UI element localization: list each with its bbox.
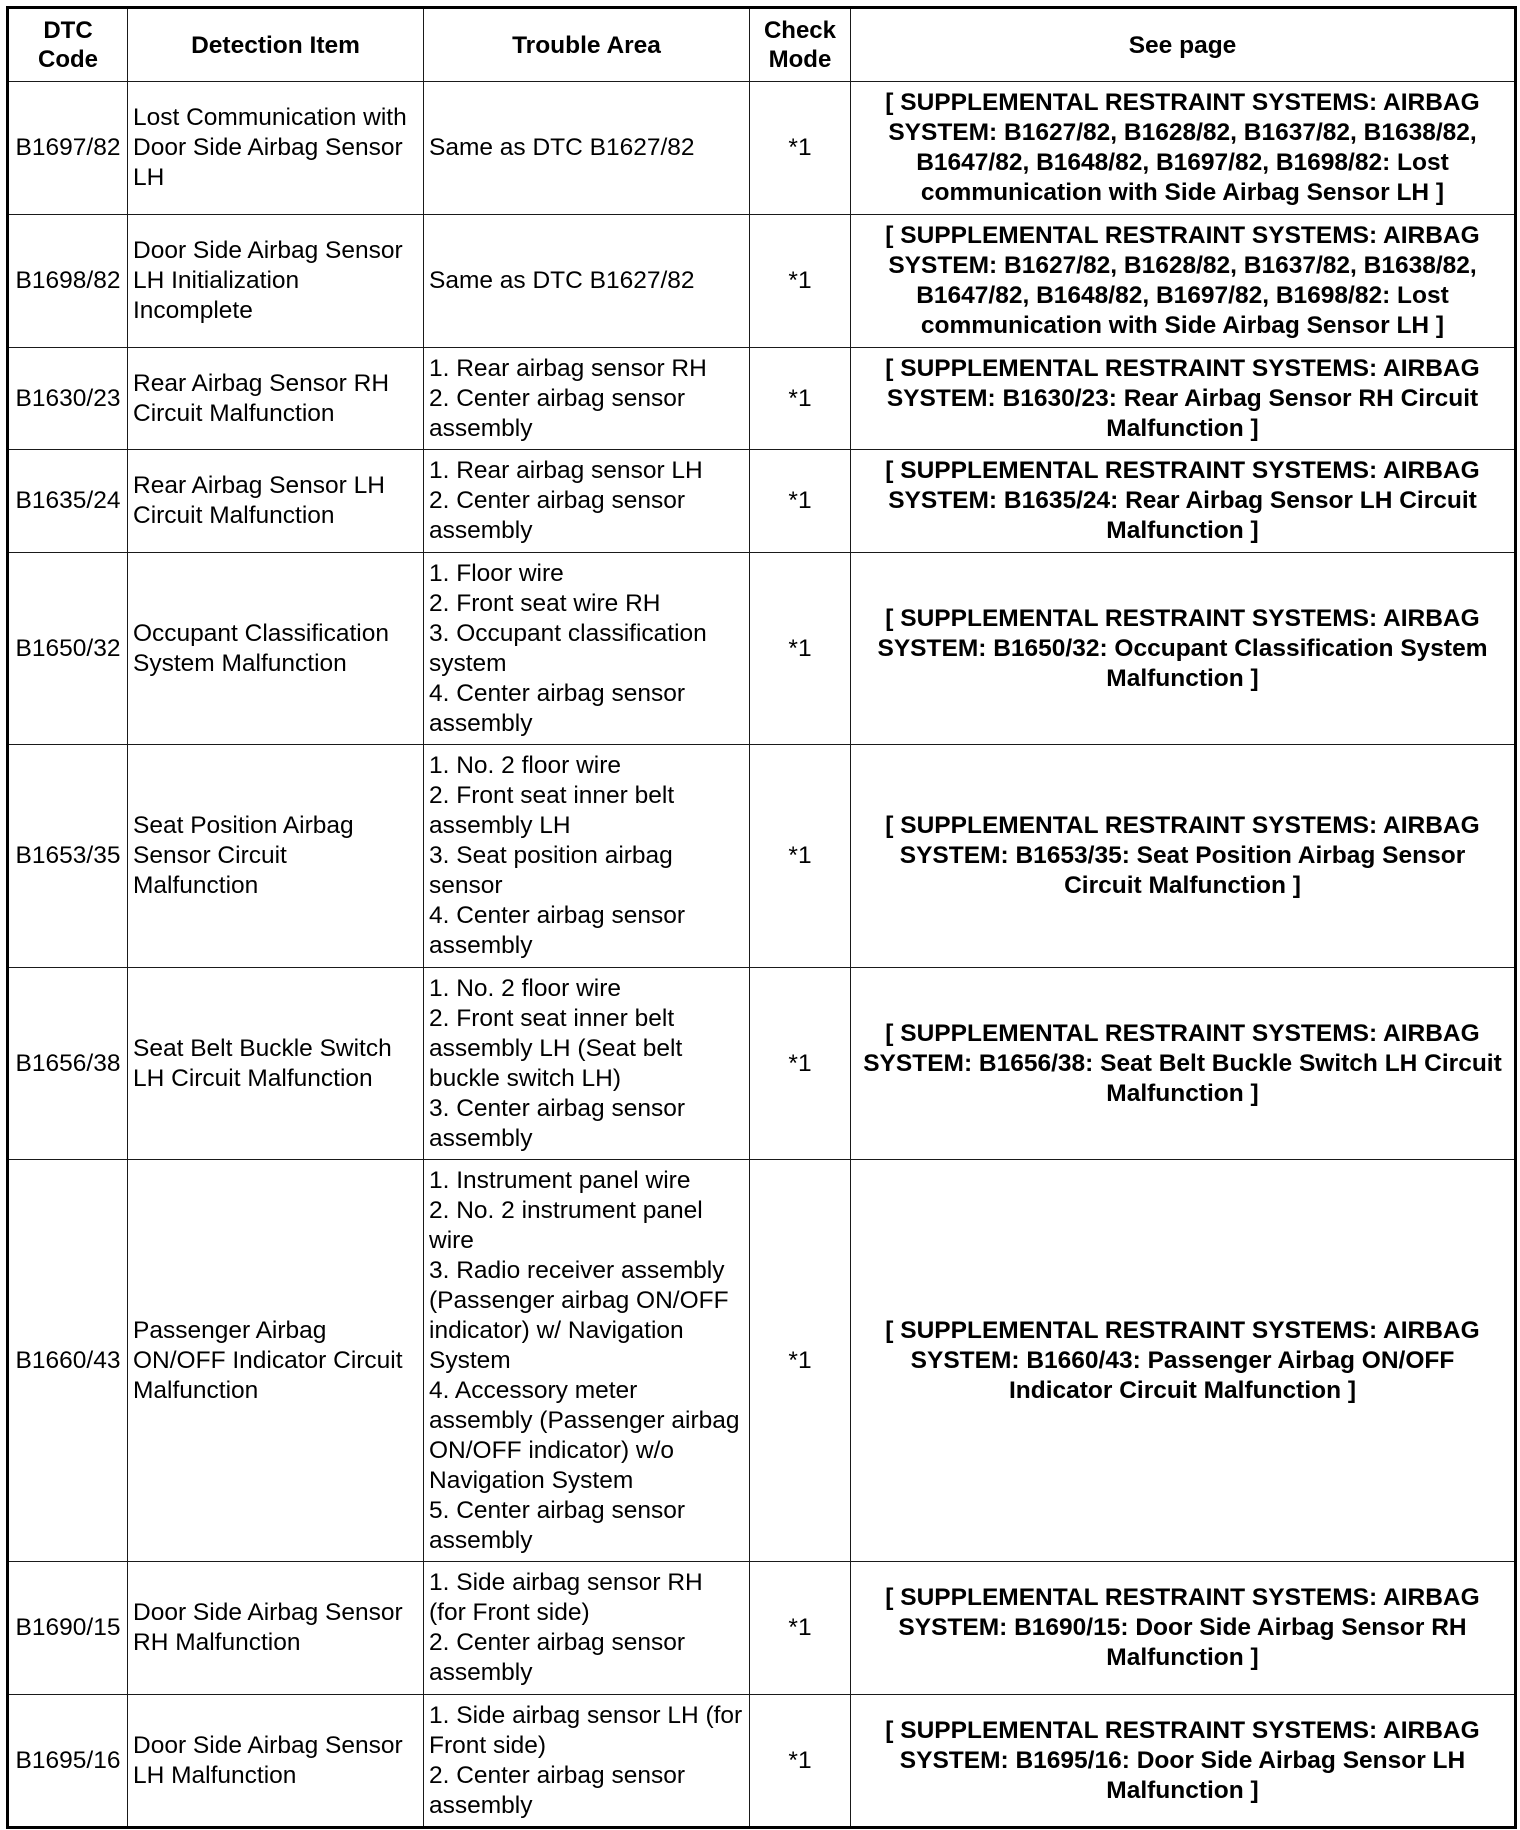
trouble-area-item: 1. Instrument panel wire [429,1166,691,1194]
trouble-area-item: 1. No. 2 floor wire [429,974,621,1002]
cell-detection-item: Occupant Classification System Malfunction [128,553,424,745]
table-row [8,450,1516,553]
cell-check-mode: *1 [750,968,851,1160]
cell-see-page-link[interactable]: [ SUPPLEMENTAL RESTRAINT SYSTEMS: AIRBAG SYSTEM: B1635/24: Rear Airbag Sensor LH Circuit Malfunction ] [851,450,1516,553]
trouble-area-item: 2. Front seat inner belt assembly LH [429,782,675,839]
cell-check-mode: *1 [750,215,851,348]
trouble-area-item: 2. Center airbag sensor assembly [429,1761,686,1819]
cell-see-page-link[interactable]: [ SUPPLEMENTAL RESTRAINT SYSTEMS: AIRBAG SYSTEM: B1695/16: Door Side Airbag Sensor LH Malfunction ] [851,1695,1516,1828]
cell-detection-item: Lost Communication with Door Side Airbag Sensor LH [128,82,424,215]
cell-trouble-area [424,1695,750,1828]
trouble-area-item: 4. Center airbag sensor assembly [429,679,686,737]
trouble-area-item: 2. Front seat wire RH [429,589,661,617]
cell-see-page-link[interactable]: [ SUPPLEMENTAL RESTRAINT SYSTEMS: AIRBAG SYSTEM: B1690/15: Door Side Airbag Sensor RH Malfunction ] [851,1562,1516,1695]
cell-trouble-area [424,968,750,1160]
cell-trouble-area [424,450,750,553]
cell-detection-item: Rear Airbag Sensor LH Circuit Malfunction [128,450,424,553]
trouble-area-item: 1. Floor wire [429,559,564,587]
cell-dtc-code: B1698/82 [8,215,128,348]
table-row [8,553,1516,745]
trouble-area-item: Same as DTC B1627/82 [429,267,695,294]
header-see-page: See page [851,8,1516,82]
cell-trouble-area [424,215,750,348]
cell-dtc-code: B1690/15 [8,1562,128,1695]
trouble-area-item: 2. No. 2 instrument panel wire [429,1196,703,1254]
trouble-area-item: 5. Center airbag sensor assembly [429,1496,686,1554]
cell-detection-item: Door Side Airbag Sensor RH Malfunction [128,1562,424,1695]
cell-check-mode: *1 [750,553,851,745]
table-row [8,1695,1516,1828]
trouble-area-item: 1. No. 2 floor wire [429,752,621,779]
header-trouble-area: Trouble Area [424,8,750,82]
cell-check-mode: *1 [750,450,851,553]
trouble-area-item: 1. Side airbag sensor LH (for Front side) [429,1701,743,1759]
cell-dtc-code: B1695/16 [8,1695,128,1828]
cell-dtc-code: B1653/35 [8,745,128,968]
trouble-area-item: 1. Rear airbag sensor RH [429,354,707,382]
cell-check-mode: *1 [750,82,851,215]
cell-detection-item: Seat Belt Buckle Switch LH Circuit Malfunction [128,968,424,1160]
cell-detection-item: Door Side Airbag Sensor LH Initialization Incomplete [128,215,424,348]
dtc-table [6,6,1517,1829]
cell-see-page-link[interactable]: [ SUPPLEMENTAL RESTRAINT SYSTEMS: AIRBAG SYSTEM: B1627/82, B1628/82, B1637/82, B1638/82, B1647/82, B1648/82, B1697/82, B1698/82: Lost communication with Side Airbag Sensor LH ] [851,215,1516,348]
cell-dtc-code: B1697/82 [8,82,128,215]
trouble-area-item: 3. Center airbag sensor assembly [429,1094,686,1152]
trouble-area-item: 2. Front seat inner belt assembly LH (Seat belt buckle switch LH) [429,1004,683,1092]
trouble-area-item: Same as DTC B1627/82 [429,134,695,161]
cell-detection-item: Passenger Airbag ON/OFF Indicator Circuit Malfunction [128,1160,424,1562]
cell-check-mode: *1 [750,348,851,450]
cell-trouble-area [424,1562,750,1695]
cell-see-page-link[interactable]: [ SUPPLEMENTAL RESTRAINT SYSTEMS: AIRBAG SYSTEM: B1627/82, B1628/82, B1637/82, B1638/82, B1647/82, B1648/82, B1697/82, B1698/82: Lost communication with Side Airbag Sensor LH ] [851,82,1516,215]
cell-detection-item: Seat Position Airbag Sensor Circuit Malfunction [128,745,424,968]
trouble-area-item: 1. Rear airbag sensor LH [429,457,703,484]
cell-dtc-code: B1630/23 [8,348,128,450]
cell-dtc-code: B1635/24 [8,450,128,553]
header-check-mode: Check Mode [750,8,851,82]
header-detection-item: Detection Item [128,8,424,82]
trouble-area-item: 3. Seat position airbag sensor [429,842,673,899]
trouble-area-item: 2. Center airbag sensor assembly [429,1629,686,1686]
cell-detection-item: Door Side Airbag Sensor LH Malfunction [128,1695,424,1828]
cell-trouble-area [424,1160,750,1562]
table-row [8,968,1516,1160]
trouble-area-item: 3. Occupant classification system [429,619,707,677]
cell-see-page-link[interactable]: [ SUPPLEMENTAL RESTRAINT SYSTEMS: AIRBAG SYSTEM: B1653/35: Seat Position Airbag Sensor Circuit Malfunction ] [851,745,1516,968]
cell-trouble-area [424,553,750,745]
cell-check-mode: *1 [750,745,851,968]
trouble-area-item: 4. Center airbag sensor assembly [429,902,686,959]
cell-check-mode: *1 [750,1562,851,1695]
cell-see-page-link[interactable]: [ SUPPLEMENTAL RESTRAINT SYSTEMS: AIRBAG SYSTEM: B1630/23: Rear Airbag Sensor RH Circuit Malfunction ] [851,348,1516,450]
table-row [8,745,1516,968]
dtc-document [6,6,1514,1829]
trouble-area-item: 2. Center airbag sensor assembly [429,487,686,544]
cell-check-mode: *1 [750,1160,851,1562]
header-row [8,8,1516,82]
cell-check-mode: *1 [750,1695,851,1828]
table-row [8,215,1516,348]
table-row [8,1160,1516,1562]
cell-see-page-link[interactable]: [ SUPPLEMENTAL RESTRAINT SYSTEMS: AIRBAG SYSTEM: B1650/32: Occupant Classification System Malfunction ] [851,553,1516,745]
header-dtc-code: DTC Code [8,8,128,82]
trouble-area-item: 1. Side airbag sensor RH (for Front side) [429,1569,703,1626]
cell-see-page-link[interactable]: [ SUPPLEMENTAL RESTRAINT SYSTEMS: AIRBAG SYSTEM: B1660/43: Passenger Airbag ON/OFF Indicator Circuit Malfunction ] [851,1160,1516,1562]
cell-trouble-area [424,82,750,215]
table-row [8,1562,1516,1695]
table-body [8,82,1516,1828]
cell-detection-item: Rear Airbag Sensor RH Circuit Malfunction [128,348,424,450]
cell-dtc-code: B1660/43 [8,1160,128,1562]
trouble-area-item: 4. Accessory meter assembly (Passenger airbag ON/OFF indicator) w/o Navigation System [429,1376,740,1494]
cell-trouble-area [424,745,750,968]
table-row [8,348,1516,450]
trouble-area-item: 2. Center airbag sensor assembly [429,384,686,442]
cell-trouble-area [424,348,750,450]
cell-dtc-code: B1656/38 [8,968,128,1160]
cell-see-page-link[interactable]: [ SUPPLEMENTAL RESTRAINT SYSTEMS: AIRBAG SYSTEM: B1656/38: Seat Belt Buckle Switch LH Circuit Malfunction ] [851,968,1516,1160]
table-row [8,82,1516,215]
trouble-area-item: 3. Radio receiver assembly (Passenger airbag ON/OFF indicator) w/ Navigation System [429,1256,729,1374]
cell-dtc-code: B1650/32 [8,553,128,745]
